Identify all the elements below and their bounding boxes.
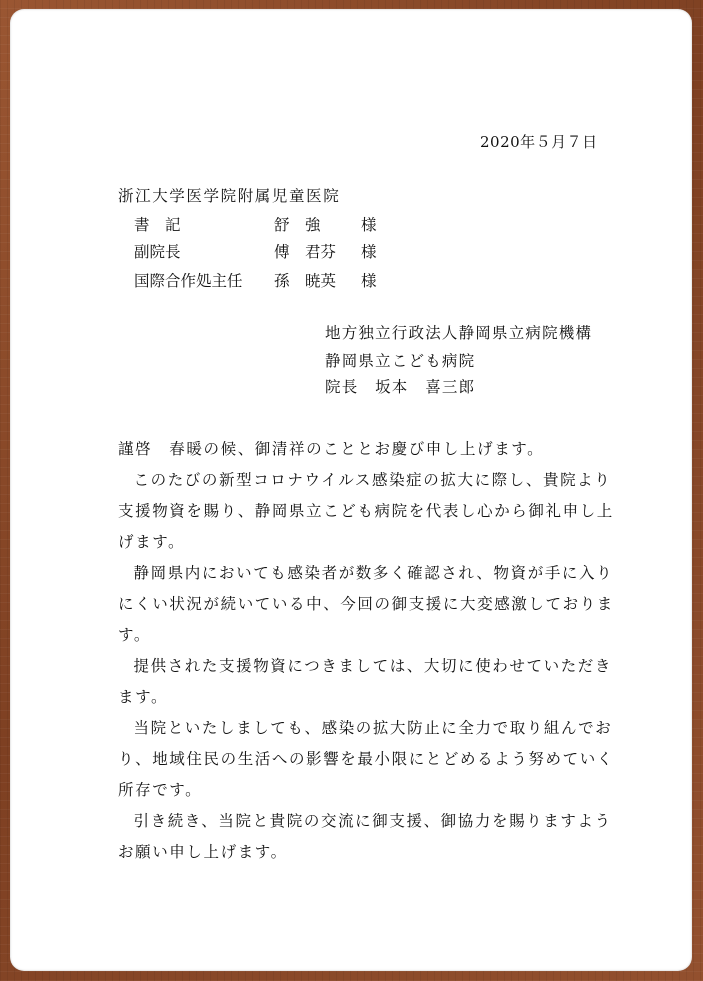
letter-paper [10, 9, 692, 971]
letter-date: 2020年５月７日 [480, 133, 598, 151]
closing-paragraph: 引き続き、当院と貴院の交流に御支援、御協力を賜りますようお願い申し上げます。 [118, 812, 612, 861]
body-paragraph: 静岡県内においても感染者が数多く確認され、物資が手に入りにくい状況が続いている中、今回の御支援に大変感激しております。 [118, 564, 614, 644]
body-paragraph: 当院といたしましても、感染の拡大防止に全力で取り組んでおり、地域住民の生活への影響を最小限にとどめるよう努めていく所存です。 [118, 719, 614, 799]
recipient-honorific: 様 [361, 216, 377, 234]
body-paragraph: このたびの新型コロナウイルス感染症の拡大に際し、貴院より支援物資を賜り、静岡県立こども病院を代表し心から御礼申し上げます。 [118, 471, 614, 551]
sender-hospital: 静岡県立こども病院 [325, 352, 476, 370]
recipient-name: 舒 強 [274, 216, 321, 234]
greeting-paragraph: 謹啓 春暖の候、御清祥のこととお慶び申し上げます。 [118, 440, 545, 458]
recipient-honorific: 様 [361, 272, 377, 290]
sender-organization: 地方独立行政法人静岡県立病院機構 [325, 324, 593, 342]
letter-body [118, 434, 618, 868]
body-paragraph: 提供された支援物資につきましては、大切に使わせていただきます。 [118, 657, 612, 706]
recipient-organization: 浙江大学医学院附属児童医院 [118, 187, 341, 205]
sender-signature: 院長 坂本 喜三郎 [325, 378, 476, 396]
recipient-title: 書 記 [134, 216, 181, 234]
recipient-title: 国際合作処主任 [134, 272, 243, 290]
recipient-name: 傅 君芬 [274, 243, 337, 261]
recipient-honorific: 様 [361, 243, 377, 261]
recipient-title: 副院長 [134, 243, 181, 261]
recipient-name: 孫 暁英 [274, 272, 337, 290]
